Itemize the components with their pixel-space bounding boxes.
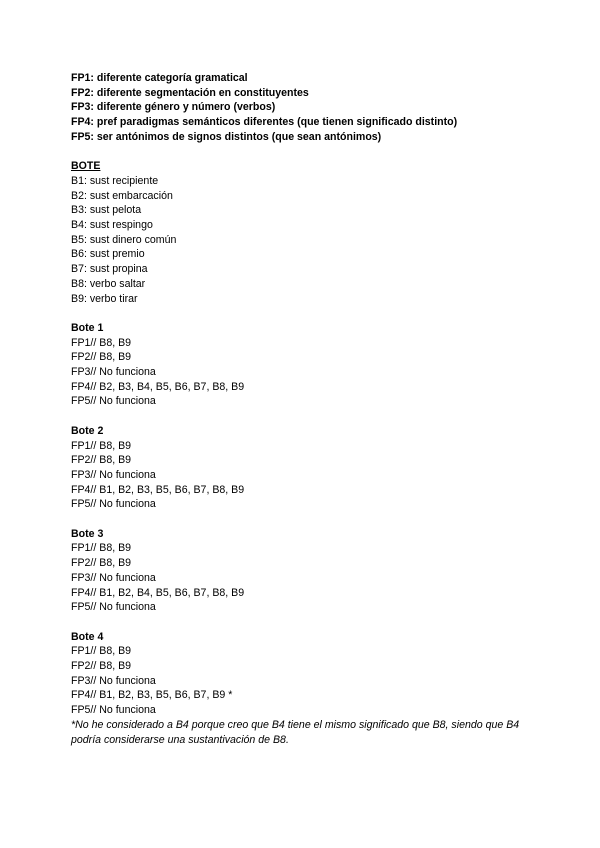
spacer — [71, 615, 541, 630]
definition-fp5: FP5: ser antónimos de signos distintos (que sean antónimos) — [71, 130, 382, 143]
spacer — [71, 409, 541, 424]
group-line: FP5// No funciona — [71, 704, 156, 717]
group-line: FP3// No funciona — [71, 468, 156, 481]
bote-heading: BOTE — [71, 160, 101, 173]
document-page — [71, 71, 541, 747]
sense-b5: B5: sust dinero común — [71, 233, 177, 246]
sense-b7: B7: sust propina — [71, 263, 148, 276]
group-line: FP2// B8, B9 — [71, 454, 132, 467]
definition-fp4: FP4: pref paradigmas semánticos diferentes (que tienen significado distinto) — [71, 116, 458, 129]
group-line: FP4// B1, B2, B4, B5, B6, B7, B8, B9 — [71, 586, 245, 599]
group-bote-3 — [71, 527, 541, 615]
group-bote-4 — [71, 630, 541, 748]
group-title: Bote 3 — [71, 527, 104, 540]
sense-b9: B9: verbo tirar — [71, 292, 138, 305]
group-line: FP4// B2, B3, B4, B5, B6, B7, B8, B9 — [71, 380, 245, 393]
group-title: Bote 4 — [71, 630, 104, 643]
group-line: FP1// B8, B9 — [71, 645, 132, 658]
definition-fp1: FP1: diferente categoría gramatical — [71, 72, 248, 84]
sense-b8: B8: verbo saltar — [71, 277, 146, 290]
group-line: FP5// No funciona — [71, 601, 156, 614]
group-line: FP1// B8, B9 — [71, 542, 132, 555]
group-line: FP3// No funciona — [71, 571, 156, 584]
definitions-block — [71, 71, 541, 145]
bote-senses-block — [71, 159, 541, 306]
group-bote-1 — [71, 321, 541, 409]
spacer — [71, 512, 541, 527]
group-line: FP4// B1, B2, B3, B5, B6, B7, B9 * — [71, 689, 233, 702]
group-bote-2 — [71, 424, 541, 512]
group-line: FP2// B8, B9 — [71, 351, 132, 364]
definition-fp3: FP3: diferente género y número (verbos) — [71, 101, 276, 114]
group-title: Bote 2 — [71, 424, 104, 437]
group-line: FP5// No funciona — [71, 498, 156, 511]
group-line: FP3// No funciona — [71, 366, 156, 379]
group-line: FP3// No funciona — [71, 674, 156, 687]
sense-b4: B4: sust respingo — [71, 219, 153, 232]
spacer — [71, 306, 541, 321]
footnote: *No he considerado a B4 porque creo que B4 tiene el mismo significado que B8, siendo que B4 podría considerarse una sustantivación de B8. — [71, 718, 520, 746]
group-title: Bote 1 — [71, 321, 104, 334]
group-line: FP2// B8, B9 — [71, 660, 132, 673]
sense-b2: B2: sust embarcación — [71, 189, 173, 202]
sense-b1: B1: sust recipiente — [71, 174, 159, 187]
definition-fp2: FP2: diferente segmentación en constituyentes — [71, 86, 309, 99]
spacer — [71, 145, 541, 160]
sense-b6: B6: sust premio — [71, 248, 145, 261]
group-line: FP4// B1, B2, B3, B5, B6, B7, B8, B9 — [71, 483, 245, 496]
sense-b3: B3: sust pelota — [71, 204, 142, 217]
group-line: FP1// B8, B9 — [71, 336, 132, 349]
group-line: FP1// B8, B9 — [71, 439, 132, 452]
group-line: FP2// B8, B9 — [71, 557, 132, 570]
group-line: FP5// No funciona — [71, 395, 156, 408]
